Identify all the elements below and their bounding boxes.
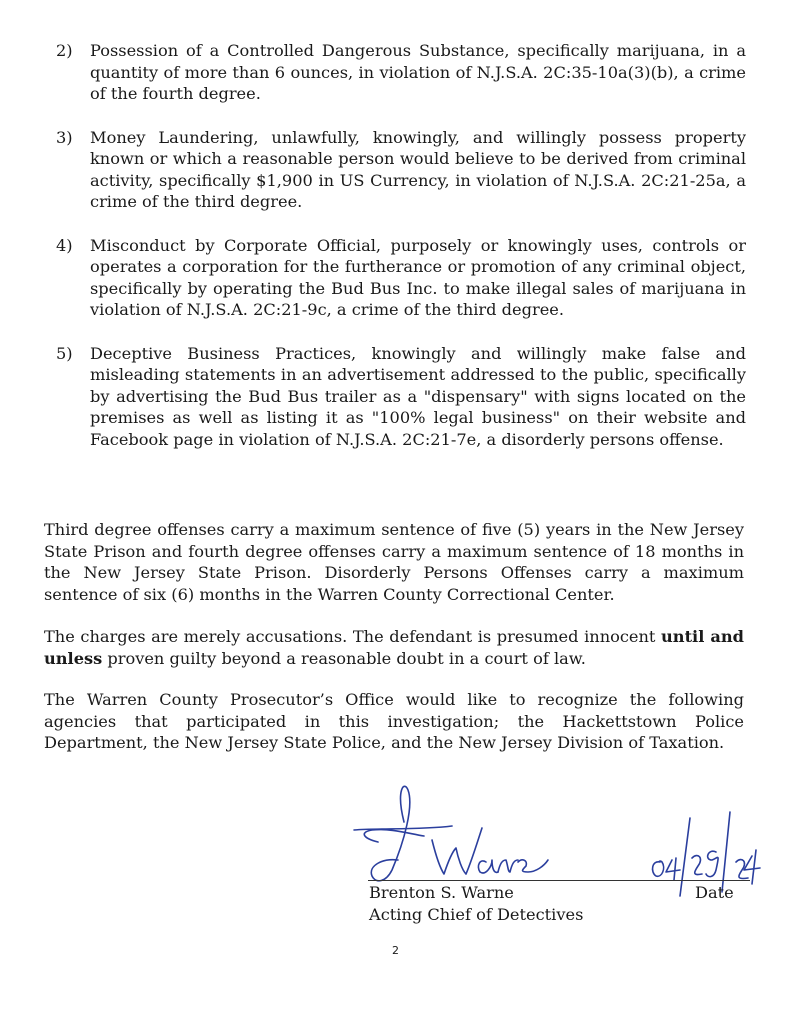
charge-item	[56, 343, 746, 451]
charge-text: Possession of a Controlled Dangerous Substance, specifically marijuana, in a quantity of more than 6 ounces, in violation of N.J.S.A. 2C:35-10a(3)(b), a crime of the fourth degree.	[90, 41, 746, 103]
signer-info	[369, 882, 583, 925]
presumption-text: The charges are merely accusations. The defendant is presumed innocent	[44, 627, 662, 646]
charge-text: Money Laundering, unlawfully, knowingly, and willingly possess property known or which a reasonable person would believe to be derived from criminal activity, specifically $1,900 in US Currency, in violation of N.J.S.A. 2C:21-25a, a crime of the third degree.	[90, 127, 746, 211]
page-number: 2	[392, 944, 399, 957]
charge-text: Deceptive Business Practices, knowingly and willingly make false and misleading statements in an advertisement addressed to the public, specifically by advertising the Bud Bus trailer as a "dispensary" with signs located on the premises as well as listing it as "100% legal business" on their website and Facebook page in violation of N.J.S.A. 2C:21-7e, a disorderly persons offense.	[90, 343, 746, 449]
signer-title: Acting Chief of Detectives	[369, 904, 584, 924]
charge-number: 5)	[56, 343, 73, 363]
charge-number: 4)	[56, 235, 73, 255]
charges-list	[56, 40, 746, 472]
presumption-emphasis: until and unless	[44, 627, 744, 668]
charge-item	[56, 235, 746, 321]
charge-number: 2)	[56, 41, 73, 60]
date-label: Date	[695, 883, 734, 902]
presumption-paragraph	[44, 626, 744, 669]
charge-number: 3)	[56, 127, 73, 147]
signature-line	[368, 880, 750, 881]
presumption-text-end: proven guilty beyond a reasonable doubt in a court of law.	[102, 648, 586, 668]
sentencing-paragraph: Third degree offenses carry a maximum sentence of five (5) years in the New Jersey State Prison and fourth degree offenses carry a maximum sentence of 18 months in the New Jersey State Prison. Disorderly Persons Offenses carry a maximum sentence of six (6) months in the Warren County Correctional Center.	[44, 520, 744, 604]
recognition-paragraph: The Warren County Prosecutor’s Office would like to recognize the following agencies that participated in this investigation; the Hackettstown Police Department, the New Jersey State Police, and the New Jersey Division of Taxation.	[44, 690, 744, 752]
charge-item	[56, 40, 746, 105]
charge-item	[56, 127, 746, 213]
signer-name: Brenton S. Warne	[369, 883, 514, 902]
charge-text: Misconduct by Corporate Official, purposely or knowingly uses, controls or operates a corporation for the furtherance or promotion of any criminal object, specifically by operating the Bud Bus Inc. to make illegal sales of marijuana in violation of N.J.S.A. 2C:21-9c, a crime of the third degree.	[90, 235, 746, 319]
